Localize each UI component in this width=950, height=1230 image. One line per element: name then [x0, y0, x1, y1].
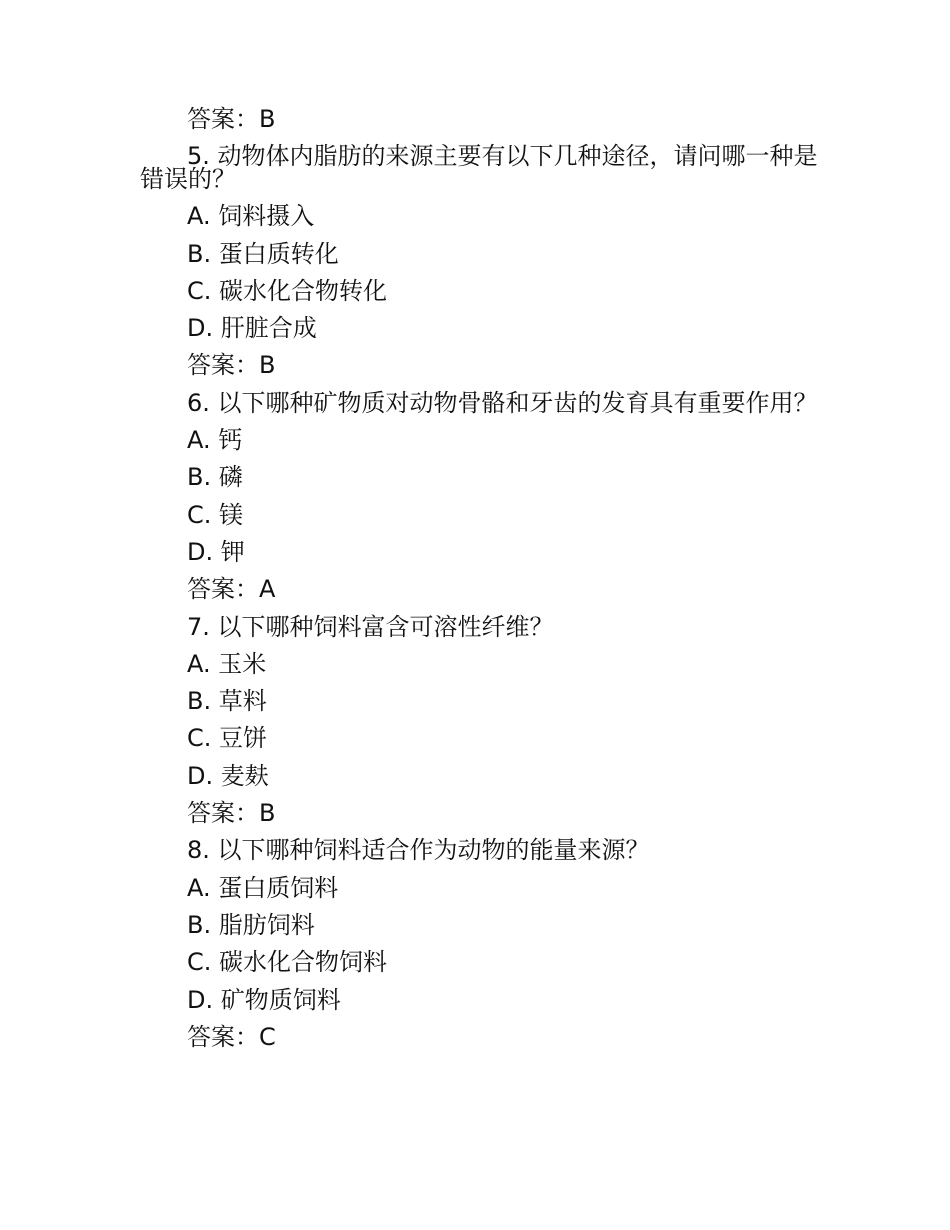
option-a: A. 玉米: [187, 649, 267, 678]
answer-line: 答案：C: [187, 1022, 276, 1051]
document-body: [140, 101, 820, 1056]
answer-line: 答案：B: [187, 799, 276, 828]
answer-line: 答案：B: [187, 105, 276, 133]
question-5: 5. 动物体内脂肪的来源主要有以下几种途径，请问哪一种是错误的？: [140, 142, 818, 193]
option-b: B. 蛋白质转化: [187, 239, 339, 268]
option-d: D. 矿物质饲料: [187, 985, 341, 1014]
option-b: B. 磷: [187, 463, 243, 492]
question-8: 8. 以下哪种饲料适合作为动物的能量来源？: [187, 836, 650, 865]
option-a: A. 饲料摄入: [187, 202, 315, 231]
option-d: D. 钾: [187, 537, 245, 566]
option-d: D. 麦麸: [187, 761, 269, 790]
option-c: C. 碳水化合物饲料: [187, 948, 388, 977]
option-b: B. 草料: [187, 687, 267, 716]
option-a: A. 钙: [187, 426, 243, 455]
option-c: C. 碳水化合物转化: [187, 276, 388, 305]
answer-line: 答案：A: [187, 575, 276, 604]
answer-line: 答案：B: [187, 351, 276, 380]
option-d: D. 肝脏合成: [187, 314, 317, 343]
question-7: 7. 以下哪种饲料富含可溶性纤维？: [187, 612, 554, 641]
option-a: A. 蛋白质饲料: [187, 873, 339, 902]
option-b: B. 脂肪饲料: [187, 910, 315, 939]
question-6: 6. 以下哪种矿物质对动物骨骼和牙齿的发育具有重要作用？: [187, 388, 818, 417]
option-c: C. 豆饼: [187, 724, 268, 753]
option-c: C. 镁: [187, 500, 244, 529]
